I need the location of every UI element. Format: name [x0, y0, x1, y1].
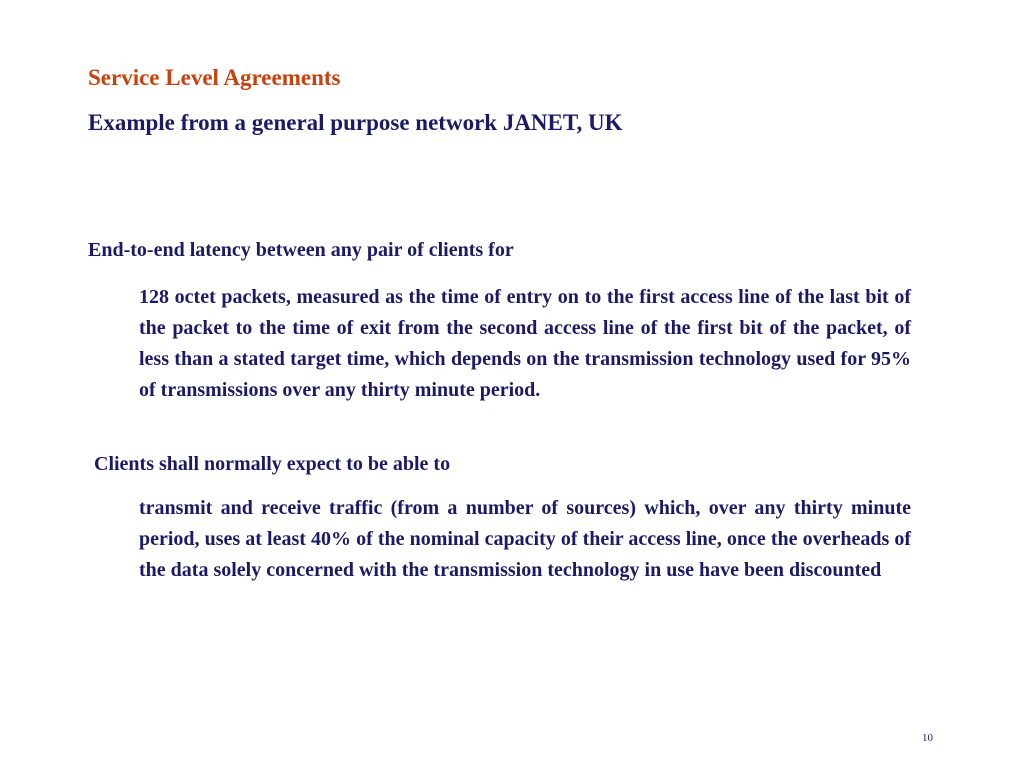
capacity-heading: Clients shall normally expect to be able to — [94, 453, 451, 475]
capacity-paragraph: transmit and receive traffic (from a number of sources) which, over any thirty minute period, uses at least 40% of the nominal capacity of their access line, once the overheads of the data solely concerned with the transmission technology in use have been discounted — [139, 497, 911, 581]
latency-paragraph: 128 octet packets, measured as the time of entry on to the first access line of the last bit of the packet to the time of exit from the second access line of the first bit of the packet, of less than a stated target time, which depends on the transmission technology used for 95% of transmissions over any thirty minute period. — [139, 286, 911, 401]
page-number: 10 — [922, 732, 933, 744]
slide-title: Service Level Agreements — [88, 65, 341, 90]
latency-heading: End-to-end latency between any pair of clients for — [88, 239, 514, 261]
slide-subtitle: Example from a general purpose network JANET, UK — [88, 110, 623, 135]
